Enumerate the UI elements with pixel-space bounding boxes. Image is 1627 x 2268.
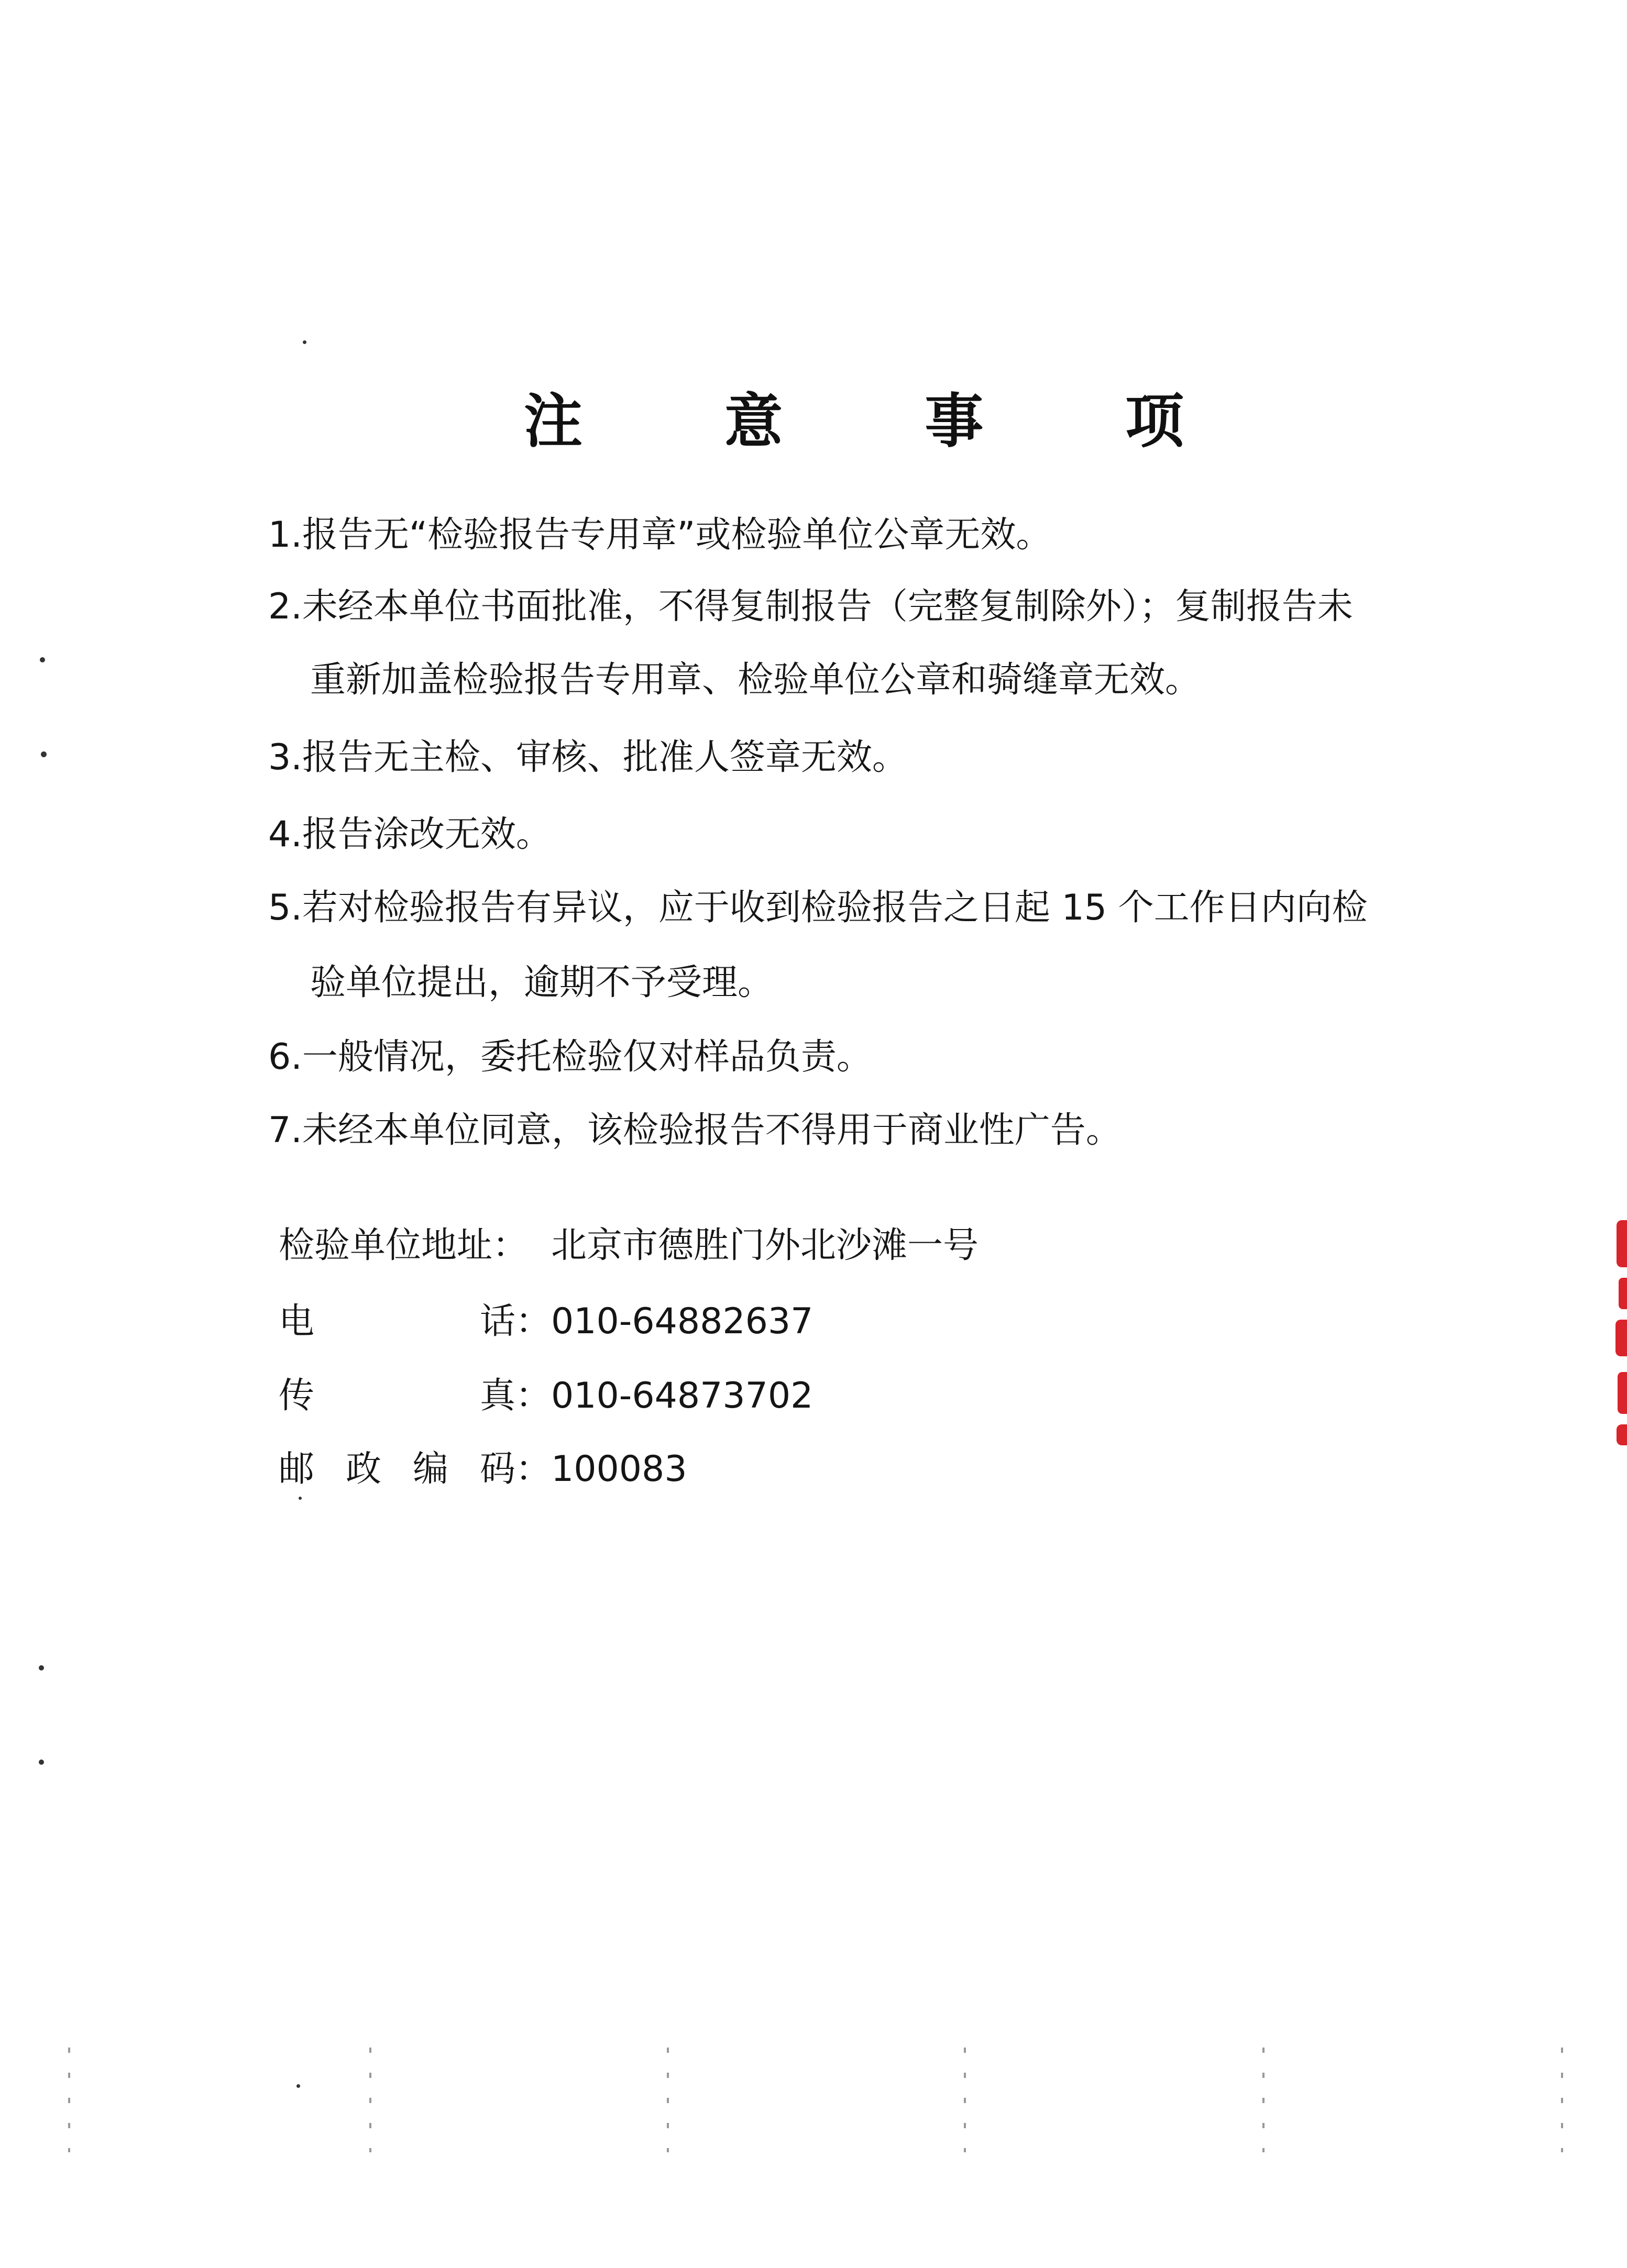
scan-speck [39, 1665, 44, 1670]
phone-label-char: 电 [279, 1301, 315, 1342]
scan-speck [299, 1497, 302, 1500]
phone-value: 010-64882637 [551, 1301, 814, 1342]
perforation-mark [964, 2048, 966, 2152]
fax-value: 010-64873702 [551, 1375, 814, 1417]
perforation-mark [1262, 2048, 1265, 2152]
scan-speck [303, 340, 306, 344]
perforation-mark [369, 2048, 371, 2152]
phone-label-char: 话： [479, 1301, 551, 1342]
title-char: 注 [524, 388, 582, 456]
fax-label-char: 真： [479, 1375, 551, 1417]
address-label: 检验单位地址： [279, 1225, 529, 1266]
fax-label-char: 传 [279, 1375, 315, 1417]
postal-label-char: 政 [345, 1448, 381, 1490]
note-item-6: 6.一般情况，委托检验仅对样品负责。 [268, 1036, 872, 1078]
note-item-1: 1.报告无“检验报告专用章”或检验单位公章无效。 [268, 514, 1052, 556]
perforation-mark [667, 2048, 669, 2152]
fax-label [279, 1375, 551, 1417]
note-item-4: 4.报告涂改无效。 [268, 814, 552, 855]
note-item-5: 5.若对检验报告有异议，应于收到检验报告之日起 15 个工作日内向检 [268, 887, 1368, 928]
note-item-3: 3.报告无主检、审核、批准人签章无效。 [268, 737, 908, 778]
scan-speck [39, 1760, 44, 1765]
postal-label-char: 邮 [279, 1448, 315, 1490]
note-item-5-continued: 验单位提出，逾期不予受理。 [310, 962, 774, 1003]
scan-speck [296, 2084, 300, 2088]
scan-speck [40, 657, 45, 662]
scan-speck [41, 751, 47, 757]
postal-label-char: 码： [479, 1448, 551, 1490]
postal-code-label [279, 1448, 551, 1490]
note-item-2-continued: 重新加盖检验报告专用章、检验单位公章和骑缝章无效。 [310, 659, 1201, 701]
title-char: 意 [724, 388, 783, 456]
title-char: 项 [1125, 388, 1184, 456]
note-item-2: 2.未经本单位书面批准，不得复制报告（完整复制除外）；复制报告未 [268, 586, 1353, 627]
perforation-mark [1561, 2048, 1563, 2152]
address-value: 北京市德胜门外北沙滩一号 [551, 1225, 979, 1266]
note-item-7: 7.未经本单位同意，该检验报告不得用于商业性广告。 [268, 1110, 1122, 1151]
perforation-mark [68, 2048, 70, 2152]
phone-label [279, 1301, 551, 1342]
title-char: 事 [925, 388, 984, 456]
postal-code-value: 100083 [551, 1448, 687, 1490]
page-title [524, 382, 1184, 461]
postal-label-char: 编 [412, 1448, 448, 1490]
